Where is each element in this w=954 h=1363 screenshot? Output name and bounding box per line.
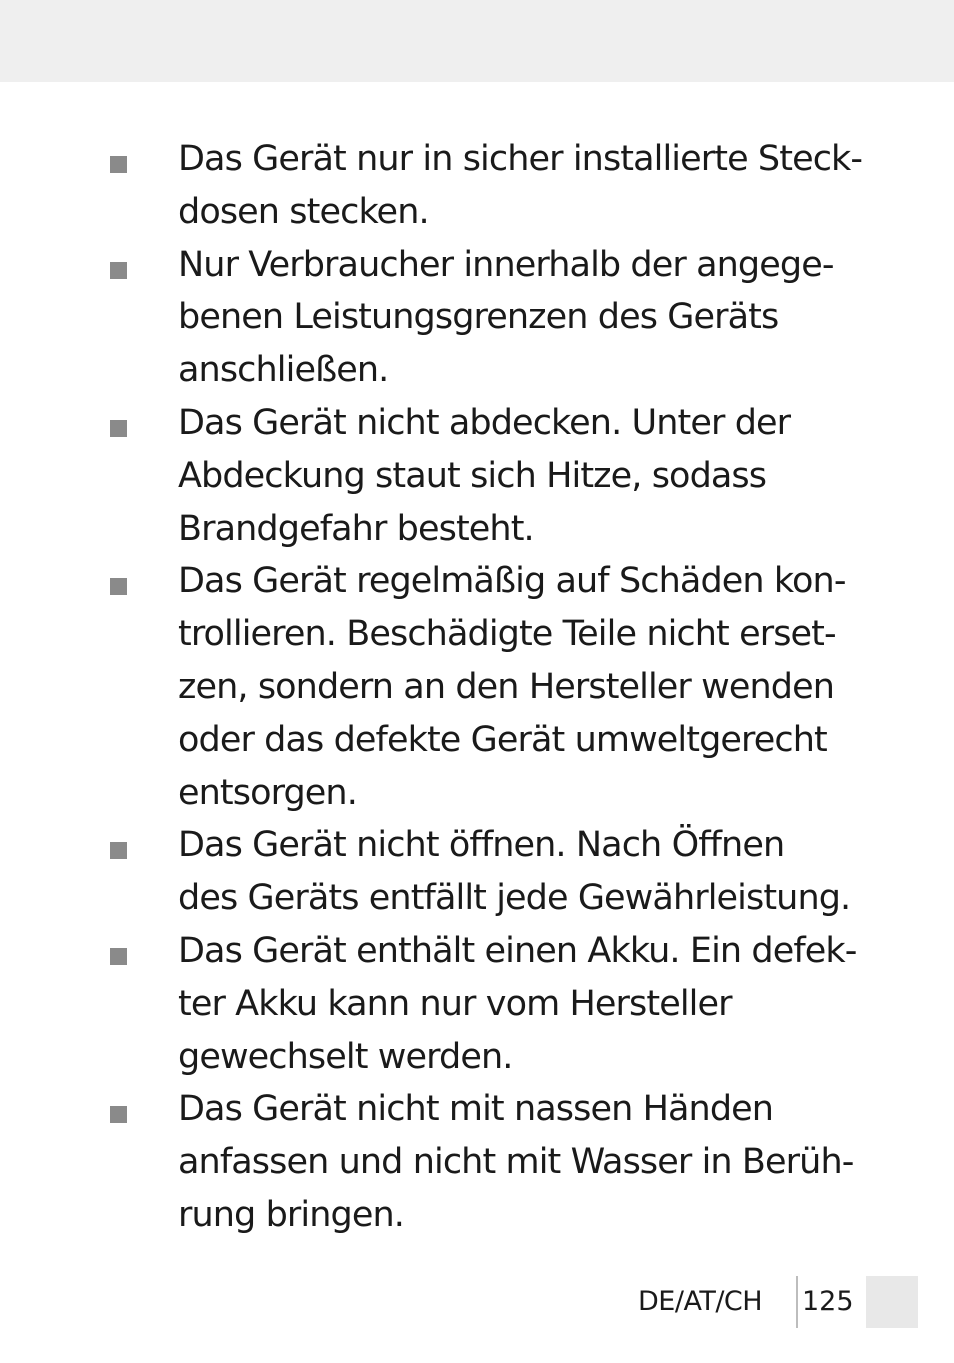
list-item	[0, 397, 954, 555]
list-item-line: Das Gerät regelmäßig auf Schäden kon-	[178, 561, 846, 602]
footer-tab-marker	[866, 1276, 918, 1328]
list-item-line: oder das defekte Gerät umweltgerecht	[178, 719, 827, 760]
list-item	[0, 133, 954, 239]
square-bullet-icon	[110, 156, 127, 173]
list-item	[0, 1083, 954, 1241]
list-item-line: benen Leistungsgrenzen des Geräts	[178, 297, 779, 338]
list-item-line: des Geräts entfällt jede Gewährleistung.	[178, 878, 851, 919]
square-bullet-icon	[110, 948, 127, 965]
list-item-line: Das Gerät enthält einen Akku. Ein defek-	[178, 930, 857, 971]
list-item-line: Abdeckung staut sich Hitze, sodass	[178, 455, 767, 496]
list-item-line: Das Gerät nicht mit nassen Händen	[178, 1089, 774, 1130]
square-bullet-icon	[110, 420, 127, 437]
square-bullet-icon	[110, 578, 127, 595]
square-bullet-icon	[110, 1106, 127, 1123]
list-item-line: anschließen.	[178, 350, 389, 391]
list-item-line: Nur Verbraucher innerhalb der angege-	[178, 244, 834, 285]
list-item-line: Das Gerät nur in sicher installierte Steck-	[178, 139, 863, 179]
footer-language-codes: DE/AT/CH	[638, 1286, 763, 1317]
list-item-line: rung bringen.	[178, 1194, 404, 1235]
list-item-line: zen, sondern an den Hersteller wenden	[178, 666, 835, 707]
list-item-line: anfassen und nicht mit Wasser in Berüh-	[178, 1142, 854, 1183]
list-item-line: Brandgefahr besteht.	[178, 508, 534, 549]
square-bullet-icon	[110, 262, 127, 279]
list-item-line: Das Gerät nicht abdecken. Unter der	[178, 402, 791, 443]
list-item	[0, 925, 954, 1083]
list-item-line: ter Akku kann nur vom Hersteller	[178, 983, 732, 1024]
list-item-line: gewechselt werden.	[178, 1036, 513, 1077]
page-footer	[638, 1276, 918, 1328]
list-item-line: entsorgen.	[178, 772, 357, 813]
list-item	[0, 555, 954, 819]
list-item-line: trollieren. Beschädigte Teile nicht erset-	[178, 614, 836, 655]
list-item	[0, 239, 954, 397]
header-band	[0, 0, 954, 82]
page-number: 125	[802, 1286, 854, 1317]
footer-divider	[796, 1276, 798, 1328]
list-item-line: dosen stecken.	[178, 191, 429, 232]
square-bullet-icon	[110, 842, 127, 859]
list-item	[0, 819, 954, 925]
safety-instructions-list	[0, 133, 954, 1242]
list-item-line: Das Gerät nicht öffnen. Nach Öffnen	[178, 825, 785, 866]
